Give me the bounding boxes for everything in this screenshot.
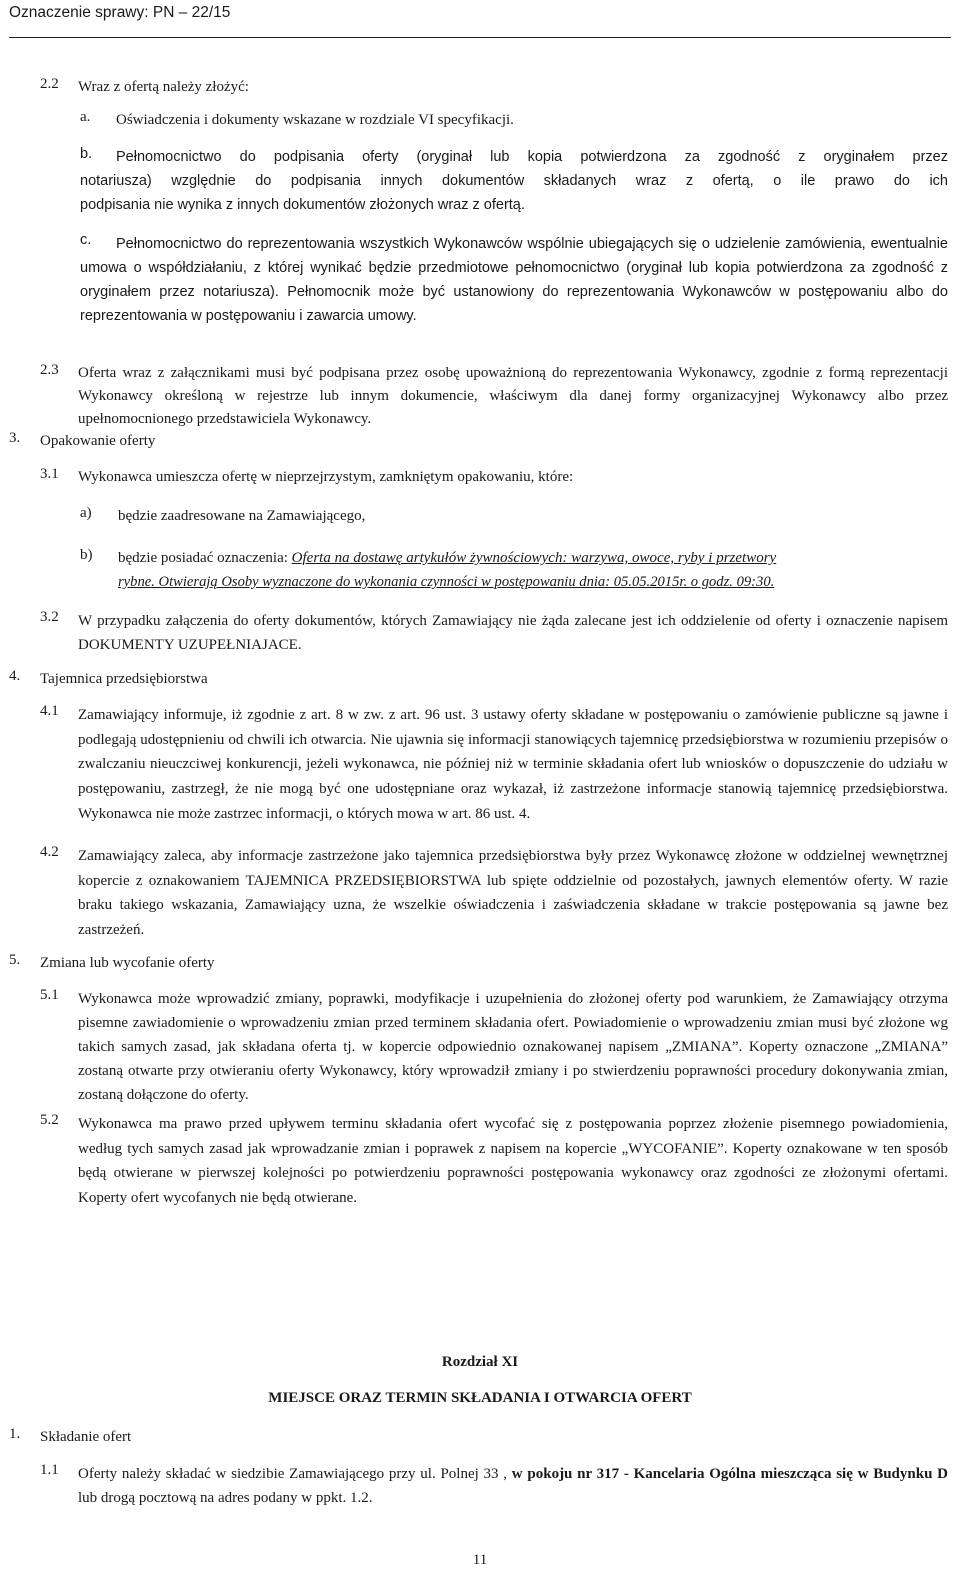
item-3a-marker: a) xyxy=(80,505,92,521)
item-b-marker: b. xyxy=(80,146,93,162)
item-3b-marking-part-1: Oferta na dostawę artykułów żywnościowych: warzywa, owoce, ryby i przetwory xyxy=(291,550,777,566)
item-3b-marking-part-2: rybne. Otwierają Osoby wyznaczone do wykonania czynności w postępowaniu dnia: 05.05.2015r. o godz. 09:30. xyxy=(118,574,775,590)
case-number-header: Oznaczenie sprawy: PN – 22/15 xyxy=(9,4,231,21)
submission-room: w pokoju nr 317 - Kancelaria Ogólna xyxy=(511,1466,756,1482)
section-3-2-text: W przypadku załączenia do oferty dokumentów, których Zamawiający nie żąda zalecane jest ich oddzielenie od oferty i oznaczenie napisem DOKUMENTY UZUPEŁNIAJACE. xyxy=(78,613,948,653)
section-4-2-number: 4.2 xyxy=(40,844,59,860)
page-number: 11 xyxy=(472,1552,488,1568)
chapter-section-1-title: Składanie ofert xyxy=(40,1429,132,1445)
submission-place-tail: lub drogą pocztową na adres podany w ppkt. 1.2. xyxy=(78,1490,373,1506)
chapter-subtitle: MIEJSCE ORAZ TERMIN SKŁADANIA I OTWARCIA OFERT xyxy=(268,1390,692,1406)
section-3-2-number: 3.2 xyxy=(40,609,59,625)
section-4-1-number: 4.1 xyxy=(40,703,59,719)
section-5-title: Zmiana lub wycofanie oferty xyxy=(40,955,215,971)
section-4-title: Tajemnica przedsiębiorstwa xyxy=(40,671,208,687)
section-5-1-text: Wykonawca może wprowadzić zmiany, poprawki, modyfikacje i uzupełnienia do złożonej oferty pod warunkiem, że Zamawiający otrzyma pisemne zawiadomienie o wprowadzeniu zmian przed terminem składania ofert. Powiadomienie o wprowadzeniu zmian musi być złożone wg takich samych zasad, jak składana oferta tj. w kopercie odpowiednio oznakowanej napisem „ZMIANA”. Koperty oznaczone „ZMIANA” zostaną otwarte przy otwieraniu oferty Wykonawcy, który wprowadził zmiany i po stwierdzeniu poprawności procedury dokonywania zmian, zostaną dołączone do oferty. xyxy=(78,991,948,1103)
item-3a-text: będzie zaadresowane na Zamawiającego, xyxy=(118,508,366,524)
section-3-number: 3. xyxy=(9,430,21,446)
item-b-line-2: notariusza) względnie do podpisania innych dokumentów składanych wraz z ofertą, o ile prawo do ich xyxy=(80,173,948,189)
item-a-marker: a. xyxy=(80,109,91,125)
section-3-1-number: 3.1 xyxy=(40,466,59,482)
item-b-line-1: Pełnomocnictwo do podpisania oferty (oryginał lub kopia potwierdzona za zgodność z oryginałem przez xyxy=(116,149,948,165)
chapter-section-1-number: 1. xyxy=(9,1426,21,1442)
section-4-1-text: Zamawiający informuje, iż zgodnie z art. 8 w zw. z art. 96 ust. 3 ustawy oferty składane w postępowaniu o zamówienie publiczne są jawne i podlegają udostępnieniu od chwili ich otwarcia. Nie ujawnia się informacji stanowiących tajemnicę przedsiębiorstwa w rozumieniu przepisów o zwalczaniu nieuczciwej konkurencji, jeżeli wykonawca, nie później niż w terminie składania ofert lub wniosków o dopuszczenie do udziału w postępowaniu, zastrzegł, że nie mogą być one udostępniane oraz wykazał, iż zastrzeżone informacje stanowią tajemnicę przedsiębiorstwa. Wykonawca nie może zastrzec informacji, o których mowa w art. 86 ust. 4. xyxy=(78,707,948,822)
item-3b-line-1 xyxy=(118,547,948,571)
chapter-section-1-1-number: 1.1 xyxy=(40,1462,59,1478)
item-3b-lead: będzie posiadać oznaczenia: xyxy=(118,550,292,566)
chapter-title: Rozdział XI xyxy=(441,1354,519,1370)
submission-building: mieszcząca się w Budynku D xyxy=(760,1466,949,1482)
section-4-2-text: Zamawiający zaleca, aby informacje zastrzeżone jako tajemnica przedsiębiorstwa były przez Wykonawcę złożone w oddzielnej wewnętrznej kopercie z oznakowaniem TAJEMNICA PRZEDSIĘBIORSTWA lub spięte oddzielnie od pozostałych, jawnych elementów oferty. W razie braku takiego wskazania, Zamawiający uzna, że wszelkie oświadczenia i zaświadczenia składane w trakcie postępowania są jawne bez zastrzeżeń. xyxy=(78,848,948,939)
submission-place-lead: Oferty należy składać w siedzibie Zamawiającego przy ul. Polnej 33 , xyxy=(78,1466,512,1482)
item-c-marker: c. xyxy=(80,232,92,248)
item-3b-marker: b) xyxy=(80,547,93,563)
section-5-2-number: 5.2 xyxy=(40,1112,59,1128)
section-2-2-text: Wraz z ofertą należy złożyć: xyxy=(78,79,249,95)
item-b-line-3: podpisania nie wynika z innych dokumentów złożonych wraz z ofertą. xyxy=(80,197,525,213)
item-a-text: Oświadczenia i dokumenty wskazane w rozdziale VI specyfikacji. xyxy=(116,112,514,128)
section-3-1-text: Wykonawca umieszcza ofertę w nieprzejrzystym, zamkniętym opakowaniu, które: xyxy=(78,469,574,485)
item-c-text: Pełnomocnictwo do reprezentowania wszystkich Wykonawców wspólnie ubiegających się o udzielenie zamówienia, ewentualnie umowa o współdziałaniu, z której wynikać będzie przedmiotowe pełnomocnictwo (oryginał lub kopia potwierdzona za zgodność z oryginałem przez notariusza). Pełnomocnik może być ustanowiony do reprezentowania Wykonawców w postępowaniu albo do reprezentowania w postępowaniu i zawarcia umowy. xyxy=(80,236,948,324)
section-5-1-number: 5.1 xyxy=(40,987,59,1003)
section-3-title: Opakowanie oferty xyxy=(40,433,156,449)
section-2-3-number: 2.3 xyxy=(40,362,59,378)
section-2-2-number: 2.2 xyxy=(40,76,59,92)
section-5-number: 5. xyxy=(9,952,21,968)
section-4-number: 4. xyxy=(9,668,21,684)
section-2-3-text: Oferta wraz z załącznikami musi być podpisana przez osobę upoważnioną do reprezentowania Wykonawcy, zgodnie z formą reprezentacji Wykonawcy określoną w rejestrze lub innym dokumencie, właściwym dla danej formy organizacyjnej Wykonawcy albo przez upełnomocnionego przedstawiciela Wykonawcy. xyxy=(78,365,948,427)
section-5-2-text: Wykonawca ma prawo przed upływem terminu składania ofert wycofać się z postępowania poprzez złożenie pisemnego powiadomienia, według tych samych zasad jak wprowadzanie zmian i poprawek z napisem na kopercie „WYCOFANIE”. Koperty oznakowane w ten sposób będą otwierane w pierwszej kolejności po potwierdzeniu poprawności postępowania wykonawcy oraz zgodności ze złożonymi ofertami. Koperty ofert wycofanych nie będą otwierane. xyxy=(78,1116,948,1206)
header-rule xyxy=(9,37,951,38)
chapter-section-1-1-text xyxy=(78,1462,948,1510)
